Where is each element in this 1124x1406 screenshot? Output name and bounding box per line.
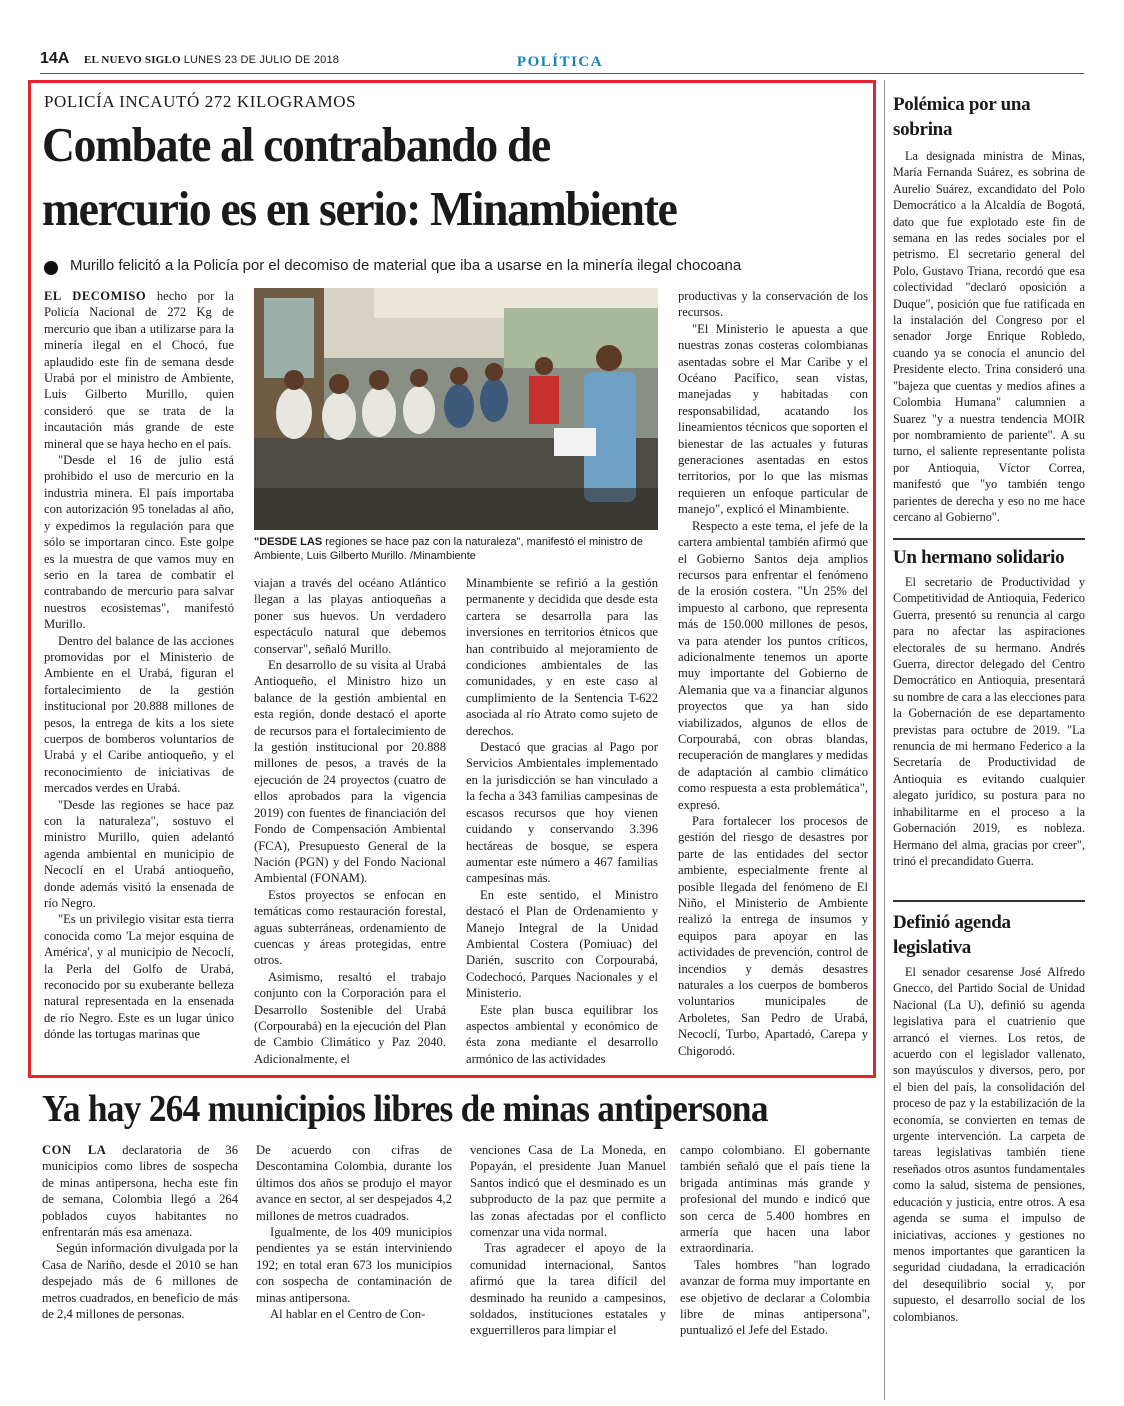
sidebar-body-3: El senador cesarense José Alfredo Gnecco, del Partido Social de Unidad Nacional (La U), definió su agenda legislativa para el cuatrienio que arrancó el viernes. Los retos, de acuerdo con el legislador vallenato, son mayúsculos y diversos, pero, por el bien del país, la consolidación del proceso de paz y la estabilización de la economía, se convierten en temas de urgente intervención. La carpeta de tareas legislativas también tiene reseñados otros asuntos fundamentales como la salud, sistema de pensiones, educación y justicia, entre otros. A esa agenda se suma el impulso de iniciativas, acciones y gestiones no menos importantes que garanticen la seguridad ciudadana, la erradicación del desequilibrio social y, por supuesto, el desarrollo social de los colombianos. xyxy=(893,965,1085,1324)
paragraph: Para fortalecer los procesos de gestión del riesgo de desastres por parte de las entidades del sector ambiente, especialmente frente al posible llegada del fenómeno de El Niño, el Ministerio de Ambiente realizó la entrega de insumos y equipos para apoyar en las actividades de prevención, control de incendios y demás desastres naturales a los cuerpos de bomberos voluntarios municipales de Arboletes, San Pedro de Urabá, Necoclí, Turbo, Apartadó, Carepa y Chigorodó. xyxy=(678,814,868,1058)
paragraph: "Desde las regiones se hace paz con la naturaleza", sostuvo el ministro Murillo, quien adelantó agenda ambiental en municipio de Necoclí en el Urabá antioqueño, donde además visitó la ensenada de río Negro. xyxy=(44,797,234,911)
caption-lead: "DESDE LAS xyxy=(254,536,323,548)
publication-date: LUNES 23 DE JULIO DE 2018 xyxy=(183,54,340,66)
sidebar-divider xyxy=(884,80,885,1400)
paragraph: Según información divulgada por la Casa de Nariño, desde el 2010 se han despejado más de 6 millones de metros cuadrados, en beneficio de más de 2,4 millones de personas. xyxy=(42,1241,238,1322)
section-label: POLÍTICA xyxy=(516,54,604,70)
sidebar-separator xyxy=(893,538,1085,540)
sidebar-body-2: El secretario de Productividad y Competitividad de Antioquia, Federico Guerra, presentó su renuncia al cargo para no afectar las aspiraciones electorales de su hermano. Andrés Guerra, director delegado del Centro Democrático en Antioquia, presentará su nombre de cara a las elecciones para la Gobernación de ese departamento previstas para octubre de 2019. "La renuncia de mi hermano Federico a la Secretaría de Productividad de Antioquia es evitando cualquier alegato jurídico, su postura para no inhabilitarme en el proceso a la Gobernación 2019, es nobleza. Hermano del alma, gracias por creer", trinó el precandidato Guerra. xyxy=(893,575,1085,868)
paragraph: Asimismo, resaltó el trabajo conjunto con la Corporación para el Desarrollo Sostenible del Urabá (Corpourabá) en la ejecución del Plan de Cambio Climático y Paz 2040. Adicionalmente, el xyxy=(254,969,446,1066)
article-column-1 xyxy=(44,288,234,1043)
second-column-2 xyxy=(256,1142,452,1322)
page-number: 14A xyxy=(40,50,70,67)
second-column-3 xyxy=(470,1142,666,1339)
sidebar-body-1: La designada ministra de Minas, María Fernanda Suárez, es sobrina de Aurelio Suárez, excandidato del Polo Democrático a la Alcaldía de Bogotá, dato que fue explotado este fin de semana en las redes sociales por el petrismo. El secretario general del Polo, Gustavo Triana, recordó que esa colectividad "declaró oposición a Duque", posición que fue ratificada en la instalación del Congreso por el senador Jorge Enrique Robledo, cuando ya se conocía el anuncio del Presidente electo. Trina consideró una "bajeza que cuentas y medios afines a Colombia Humana" calumnien a Suarez "y a nuestra tendencia MOIR por nombramiento de pariente". A su turno, el saliente representante polista por Antioquia, Víctor Correa, manifestó que "yo también tengo parientes de derecha y eso no me hace cercano al Gobierno". xyxy=(893,149,1085,524)
bullet-icon xyxy=(44,261,58,275)
header-rule xyxy=(40,73,1084,74)
paragraph: En este sentido, el Ministro destacó el Plan de Ordenamiento y Manejo Integral de la Unidad Ambiental Costera (Pomiuac) del Darién, suscrito con Corpourabá, Codechocó, Parques Nacionales y el Ministerio. xyxy=(466,887,658,1001)
paragraph: Al hablar en el Centro de Con- xyxy=(270,1307,426,1322)
paragraph: Tales hombres "han logrado avanzar de forma muy importante en ese objetivo de declarar a Colombia libre de minas antipersona", puntualizó el Jefe del Estado. xyxy=(680,1257,870,1338)
second-article-headline: Ya hay 264 municipios libres de minas antipersona xyxy=(42,1088,768,1130)
article-column-2 xyxy=(254,575,446,1067)
paragraph: Destacó que gracias al Pago por Servicios Ambientales implementado en la jurisdicción se han vinculado a la fecha a 343 familias campesinas de escasos recursos que hoy vienen cuidando y conservando 3.396 hectáreas de bosque, se espera aumentar este número a 467 familias campesinas más. xyxy=(466,740,658,886)
photo-caption: "DESDE LAS regiones se hace paz con la naturaleza", manifestó el ministro de Ambiente, Luis Gilberto Murillo. /Minambiente xyxy=(254,536,643,562)
paragraph: Minambiente se refirió a la gestión permanente y decidida que desde esta cartera se desarrolla para las inversiones en territorios étnicos que han contribuido al mejoramiento de condiciones ambientales de las comunidades, y en este caso al cumplimiento de la Sentencia T-622 asociada al río Atrato como sujeto de derechos. xyxy=(466,576,658,738)
sidebar-title-1: Polémica por una sobrina xyxy=(893,94,1031,140)
article-headline xyxy=(42,113,805,241)
article-subhead: Murillo felicitó a la Policía por el decomiso de material que iba a usarse en la minería ilegal chocoana xyxy=(70,257,742,274)
photo-illustration xyxy=(254,288,658,530)
paragraph: Tras agradecer el apoyo de la comunidad internacional, Santos afirmó que la tarea difícil del desminado ha reunido a campesinos, soldados, instituciones estatales y exguerrilleros para limpiar el xyxy=(470,1241,666,1338)
paragraph: productivas y la conservación de los recursos. xyxy=(678,289,868,320)
headline-line-1: Combate al contrabando de xyxy=(42,117,550,172)
article-column-3 xyxy=(466,575,658,1067)
paragraph: En desarrollo de su visita al Urabá Antioqueño, el Ministro hizo un balance de la gestión ambiental en esta región, donde destacó el aporte de recursos para el fortalecimiento de la gestión institucional por 20.888 millones de pesos, a través de la ejecución de 24 proyectos (cuatro de ellos aprobados para la vigencia 2019) con fuentes de financiación del Fondo de Compensación Ambiental (FCA), Presupuesto General de la Nación (PGN) y del Fondo Nacional Ambiental (FONAM). xyxy=(254,658,446,886)
paragraph: CON LA declaratoria de 36 municipios como libres de sospecha de minas antipersona, hecha este fin de semana, Colombia llegó a 264 poblados cuyos habitantes no enfrentarán más esa amenaza. xyxy=(42,1143,238,1240)
second-column-4 xyxy=(680,1142,870,1339)
paragraph: campo colombiano. El gobernante también señaló que el país tiene la brigada antiminas más grande y profesional del mundo e indicó que son cerca de 5.400 hombres en armería que hacen una labor extraordinaria. xyxy=(680,1143,870,1256)
headline-line-2: mercurio es en serio: Minambiente xyxy=(42,181,677,236)
second-column-1 xyxy=(42,1142,238,1322)
sidebar-title-2: Un hermano solidario xyxy=(893,547,1065,568)
lead-in: EL DECOMISO xyxy=(44,289,147,303)
article-photo xyxy=(254,288,658,530)
paragraph: De acuerdo con cifras de Descontamina Colombia, durante los últimos dos años se produjo el mayor avance en sector, al ser despejados 4,2 millones de metros cuadrados. xyxy=(256,1143,452,1223)
article-kicker: POLICÍA INCAUTÓ 272 KILOGRAMOS xyxy=(44,92,357,111)
masthead-line xyxy=(84,54,339,66)
paragraph: Este plan busca equilibrar los aspectos ambiental y económico de ésta zona mediante el desarrollo armónico de las actividades xyxy=(466,1002,658,1066)
paragraph: viajan a través del océano Atlántico llegan a las playas antioqueñas a poner sus huevos. Un verdadero espectáculo natural que debemos conservar", señaló Murillo. xyxy=(254,576,446,656)
paragraph: venciones Casa de La Moneda, en Popayán, el presidente Juan Manuel Santos indicó que el desminado es un subproducto de la paz que permite a las zonas afectadas por el conflicto comenzar una vida normal. xyxy=(470,1143,666,1240)
paragraph: Dentro del balance de las acciones promovidas por el Ministerio de Ambiente en el Urabá, figuran el fortalecimiento de la gestión institucional por 20.888 millones de pesos, la entrega de kits a los siete cuerpos de bomberos voluntarios de Urabá y el Caribe antioqueño, y el reconocimiento de iniciativas de mercados verdes en Urabá. xyxy=(44,633,234,796)
paragraph: EL DECOMISO hecho por la Policía Nacional de 272 Kg de mercurio que iban a utilizarse para la minería ilegal en el Chocó, fue aplaudido este fin de semana desde Urabá por el ministro de Ambiente, Luis Gilberto Murillo, quien consideró que se trata de la incautación más grande de este mineral que se haya hecho en el país. xyxy=(44,289,234,451)
paragraph: Respecto a este tema, el jefe de la cartera ambiental también afirmó que el Gobierno Santos deja amplios recursos para enfrentar el fenómeno de la erosión costera. "Un 25% del impuesto al carbono, que representa más de 150.000 millones de pesos, va para atender los puntos críticos, adicionalmente tenemos un aporte muy importante del Gobierno de Alemania que va a financiar algunos proyectos que ya han sido viabilizados, algunos de ellos de Corpourabá, con obras blandas, recuperación de manglares y medidas de adaptación al cambio climático como respuesta a esta problemática", expresó. xyxy=(678,518,868,812)
lead-in: CON LA xyxy=(42,1143,107,1157)
article-column-4 xyxy=(678,288,868,1059)
paragraph: Estos proyectos se enfocan en temáticas como restauración forestal, aguas subterráneas, ordenamiento de cuencas y áreas protegidas, entre otros. xyxy=(254,887,446,968)
paragraph: "Desde el 16 de julio está prohibido el uso de mercurio en la industria minera. El país importaba con autorización 95 toneladas al año, y expedimos la regulación para que sólo se importaran cinco. Este golpe es la muestra de que vamos muy en serio en la tarea de combatir el contrabando de mercurio para salvar nuestros ecosistemas", manifestó Murillo. xyxy=(44,453,234,632)
sidebar-separator xyxy=(893,900,1085,902)
paragraph: Igualmente, de los 409 municipios pendientes ya se están interviniendo 192; en total eran 673 los municipios con sospecha de contaminación de minas antipersona. xyxy=(256,1225,452,1305)
newspaper-name: EL NUEVO SIGLO xyxy=(84,54,181,66)
paragraph: "El Ministerio le apuesta a que nuestras zonas costeras colombianas asentadas sobre el Mar Caribe y el Océano Pacífico, sean vistas, manejadas y habitadas con responsabilidad, acatando los lineamientos técnicos que soporten el bienestar de las actuales y futuras generaciones asentadas en estos territorios, por lo que las mismas requieren un enfoque particular de manejo", explicó el Minambiente. xyxy=(678,321,868,517)
paragraph: "Es un privilegio visitar esta tierra conocida como 'La mejor esquina de América', y al municipio de Necoclí, la Perla del Golfo de Urabá, reconocido por su exuberante belleza natural representada en la ensenada de río Negro. Este es un lugar único dónde las tortugas marinas que xyxy=(44,912,234,1042)
sidebar-title-3: Definió agenda legislativa xyxy=(893,912,1011,958)
